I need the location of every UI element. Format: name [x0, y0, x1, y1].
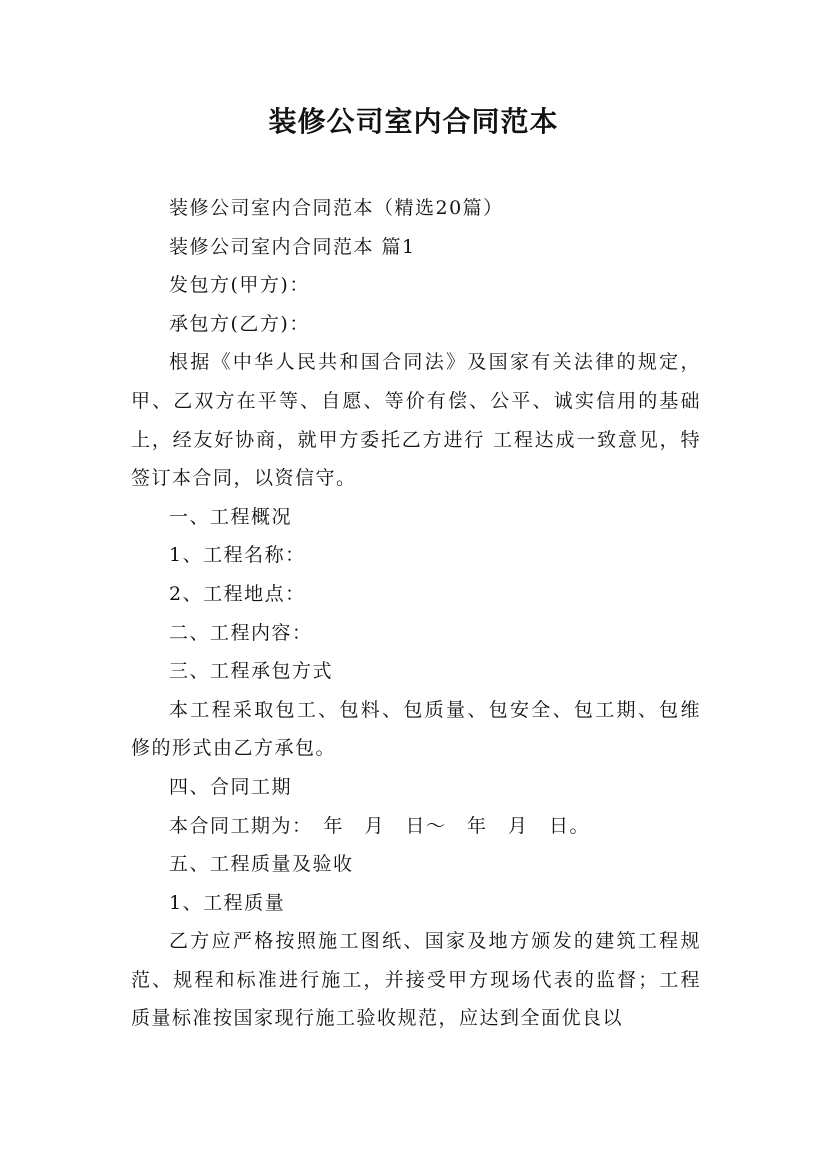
- paragraph-quality-subheading: 1、工程质量: [169, 891, 286, 914]
- paragraph-quality-body: 乙方应严格按照施工图纸、国家及地方颁发的建筑工程规范、规程和标准进行施工，并接受甲方现场代表的监督；工程质量标准按国家现行施工验收规范，应达到全面优良以: [131, 930, 701, 1030]
- paragraph-project-location: 2、工程地点：: [169, 582, 306, 605]
- paragraph-heading-contract-method: 三、工程承包方式: [169, 660, 334, 683]
- paragraph-preamble: 根据《中华人民共和国合同法》及国家有关法律的规定，甲、乙双方在平等、自愿、等价有偿、公平、诚实信用的基础上，经友好协商，就甲方委托乙方进行 工程达成一致意见，特签订本合同，以资信守。: [131, 351, 701, 490]
- paragraph-party-a: 发包方(甲方)：: [169, 274, 310, 297]
- paragraph-project-name: 1、工程名称：: [169, 544, 306, 567]
- paragraph-subtitle: 装修公司室内合同范本（精选20篇）: [169, 197, 504, 219]
- paragraph-heading-quality: 五、工程质量及验收: [169, 853, 354, 876]
- paragraph-duration: 本合同工期为： 年 月 日～ 年 月 日。: [169, 814, 591, 837]
- paragraph-party-b: 承包方(乙方)：: [169, 312, 310, 335]
- paragraph-heading-content: 二、工程内容：: [169, 621, 313, 644]
- document-title: 装修公司室内合同范本: [268, 105, 559, 138]
- paragraph-heading-duration: 四、合同工期: [169, 775, 293, 798]
- paragraph-contract-method: 本工程采取包工、包料、包质量、包安全、包工期、包维修的形式由乙方承包。: [131, 698, 701, 760]
- paragraph-section-heading: 装修公司室内合同范本 篇1: [169, 235, 416, 258]
- document-body: [131, 189, 701, 1038]
- paragraph-heading-overview: 一、工程概况: [169, 505, 293, 528]
